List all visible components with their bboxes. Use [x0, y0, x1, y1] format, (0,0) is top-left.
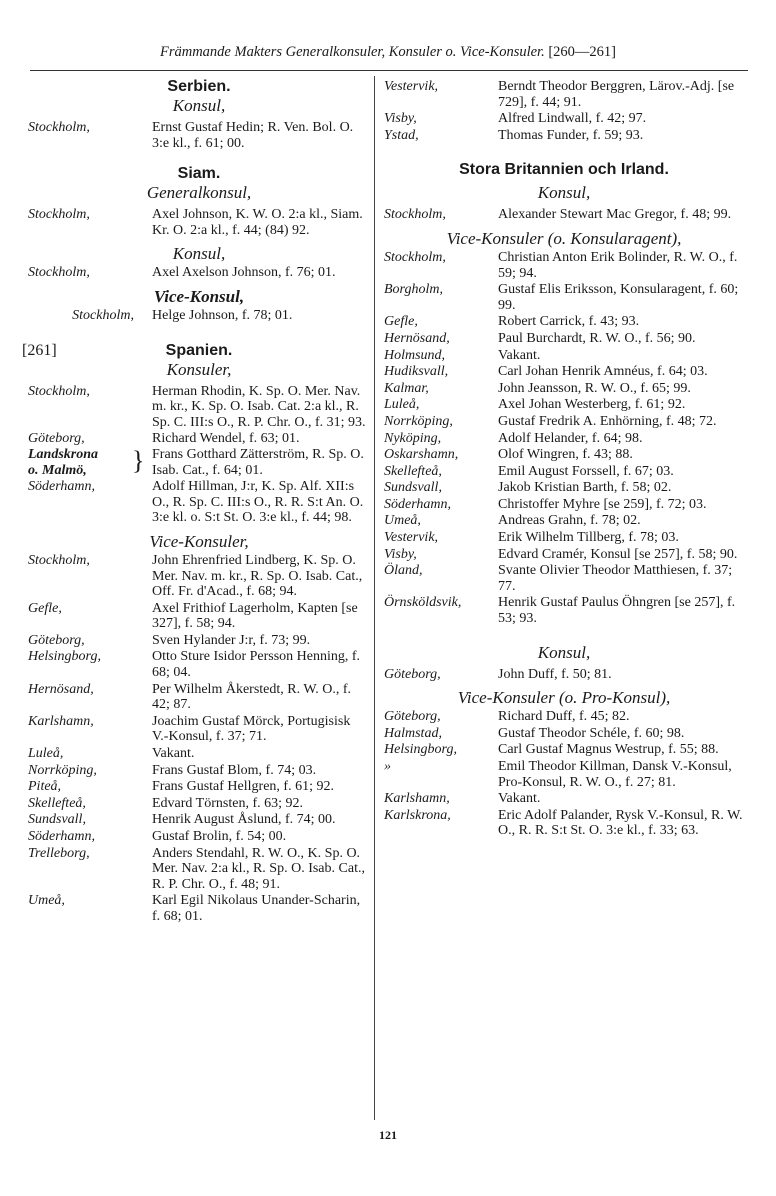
- left-column: [22, 78, 370, 925]
- entry: [28, 384, 370, 431]
- entry-text: Axel Frithiof Lagerholm, Kapten [se 327], f. 58; 94.: [152, 600, 358, 632]
- entry: [384, 331, 744, 347]
- entry-text: Christoffer Myhre [se 259], f. 72; 03.: [498, 496, 707, 512]
- entry-text: Edvard Cramér, Konsul [se 257], f. 58; 90.: [498, 546, 738, 562]
- entry-cities: [28, 447, 132, 478]
- entry: [28, 893, 370, 924]
- entry-city: Borgholm,: [384, 282, 443, 298]
- entry-text: Adolf Hillman, J:r, K. Sp. Alf. XII:s O., R. Sp. C. III:s O., R. R. S:t An. O. 3:e kl. o. S:t St. O. 3:e kl., f. 44; 98.: [152, 479, 364, 526]
- entry: [384, 282, 744, 313]
- entry: [384, 791, 744, 807]
- entry: [384, 397, 744, 413]
- entry-city: Vestervik,: [384, 530, 439, 546]
- entry: [384, 207, 744, 223]
- entry-list: [384, 79, 744, 143]
- rank-heading: Konsul,: [172, 244, 226, 264]
- entry-text: Herman Rhodin, K. Sp. O. Mer. Nav. m. kr., K. Sp. O. Isab. Cat. 2:a kl., R. Sp. C. III:s O., R. P. Chr. O., f. 31; 93.: [152, 383, 366, 430]
- entry: [384, 726, 744, 742]
- entry-city: Ystad,: [384, 127, 419, 143]
- entry: [28, 746, 370, 762]
- entry-city: Karlshamn,: [384, 791, 450, 807]
- brace-glyph: }: [132, 445, 145, 475]
- section-heading-serbien: Serbien.: [167, 78, 231, 95]
- entry-city: o. Malmö,: [28, 462, 87, 478]
- entry: [384, 79, 744, 110]
- entry-city: Karlshamn,: [28, 713, 94, 729]
- entry: [384, 547, 744, 563]
- rank-heading: Vice-Konsul,: [153, 286, 245, 306]
- entry-city: Skellefteå,: [384, 463, 442, 479]
- entry: [384, 381, 744, 397]
- entry-city: Halmstad,: [384, 725, 442, 741]
- entry: [28, 714, 370, 745]
- entry-city: Stockholm,: [28, 383, 90, 399]
- entry-text: Gustaf Theodor Schéle, f. 60; 98.: [498, 725, 685, 741]
- entry: [28, 265, 370, 281]
- entry: [28, 649, 370, 680]
- entry-text: Emil August Forssell, f. 67; 03.: [498, 463, 674, 479]
- entry-city: Hernösand,: [28, 681, 94, 697]
- entry-text: John Duff, f. 50; 81.: [498, 666, 612, 682]
- entry: [28, 601, 370, 632]
- entry-text: Anders Stendahl, R. W. O., K. Sp. O. Mer. Nav. 2:a kl., R. Sp. O. Isab. Cat., R. P. Chr. O., f. 48; 91.: [152, 845, 365, 892]
- entry-city: Nyköping,: [384, 430, 442, 446]
- entry-text: Svante Olivier Theodor Matthiesen, f. 37; 77.: [498, 563, 733, 594]
- header-rule: [30, 70, 748, 71]
- entry-list: [28, 553, 370, 925]
- entry: [384, 595, 744, 626]
- entry-text: Richard Duff, f. 45; 82.: [498, 709, 630, 725]
- entry-text: Alfred Lindwall, f. 42; 97.: [498, 111, 647, 127]
- entry: [384, 497, 744, 513]
- entry-text: Vakant.: [498, 347, 541, 363]
- entry: [384, 759, 744, 790]
- entry-text: Karl Egil Nikolaus Unander-Scharin, f. 68; 01.: [152, 893, 361, 924]
- entry: [28, 553, 370, 600]
- entry: [384, 742, 744, 758]
- entry-city: Skellefteå,: [28, 795, 86, 811]
- header-page-range: [260—261]: [548, 44, 617, 60]
- entry: [384, 431, 744, 447]
- entry-city: »: [384, 759, 391, 774]
- entry-city: Helsingborg,: [384, 742, 457, 758]
- entry-city: Norrköping,: [384, 413, 453, 429]
- section-heading-spanien: Spanien.: [165, 341, 233, 359]
- entry: [384, 314, 744, 330]
- entry-city: Stockholm,: [28, 552, 90, 568]
- entry-city: Holmsund,: [384, 347, 446, 363]
- entry-list: [384, 709, 744, 839]
- entry: [384, 808, 744, 839]
- entry-city: Söderhamn,: [28, 829, 96, 844]
- entry-text: Gustaf Fredrik A. Enhörning, f. 48; 72.: [498, 413, 717, 429]
- entry: [384, 348, 744, 364]
- page-number: 121: [379, 1128, 397, 1142]
- entry: [28, 779, 370, 795]
- entry-text: Sven Hylander J:r, f. 73; 99.: [152, 632, 311, 648]
- entry-city: Öland,: [384, 563, 423, 579]
- entry-text: Berndt Theodor Berggren, Lärov.-Adj. [se 729], f. 44; 91.: [498, 79, 735, 110]
- entry: [384, 513, 744, 529]
- rank-heading: Generalkonsul,: [146, 183, 252, 203]
- entry-text: Vakant.: [152, 746, 195, 762]
- entry-city: Luleå,: [384, 397, 420, 413]
- entry-text: Adolf Helander, f. 64; 98.: [498, 430, 643, 446]
- entry-city: Norrköping,: [28, 762, 97, 778]
- entry-text: Axel Axelson Johnson, f. 76; 01.: [152, 265, 336, 281]
- header-title: Främmande Makters Generalkonsuler, Konsuler o. Vice-Konsuler.: [159, 44, 545, 60]
- entry: [28, 308, 370, 324]
- entry-city: Göteborg,: [384, 666, 441, 682]
- rank-heading: Vice-Konsuler (o. Konsularagent),: [446, 228, 682, 248]
- entry: [28, 120, 370, 151]
- rank-heading: Konsul,: [537, 642, 591, 662]
- entry-city: Vestervik,: [384, 79, 439, 94]
- entry-city: Umeå,: [384, 513, 421, 529]
- entry: [384, 414, 744, 430]
- section-heading-siam: Siam.: [177, 165, 221, 183]
- entry-city: Karlskrona,: [384, 807, 451, 823]
- entry: [384, 447, 744, 463]
- entry-city: Söderhamn,: [28, 479, 96, 495]
- entry-city: Söderhamn,: [384, 496, 452, 512]
- entry-text: Carl Gustaf Magnus Westrup, f. 55; 88.: [498, 742, 719, 758]
- entry: [28, 763, 370, 779]
- entry: [28, 796, 370, 812]
- entry-text: Christian Anton Erik Bolinder, R. W. O., f. 59; 94.: [498, 249, 738, 281]
- entry-text: Eric Adolf Palander, Rysk V.-Konsul, R. W. O., R. R. S:t St. O. 3:e kl., f. 33; 63.: [498, 807, 743, 839]
- entry-text: Emil Theodor Killman, Dansk V.-Konsul, Pro-Konsul, R. W. O., f. 27; 81.: [498, 759, 732, 790]
- entry-text: Erik Wilhelm Tillberg, f. 78; 03.: [498, 530, 679, 546]
- right-column: [384, 78, 744, 839]
- entry: [28, 633, 370, 649]
- entry-city: Örnsköldsvik,: [384, 595, 462, 611]
- entry: [28, 682, 370, 713]
- entry-text: Joachim Gustaf Mörck, Portugisisk V.-Konsul, f. 37; 71.: [152, 713, 351, 745]
- entry: [28, 829, 370, 845]
- entry-text: Robert Carrick, f. 43; 93.: [498, 314, 640, 330]
- rank-heading: Vice-Konsuler,: [149, 531, 249, 551]
- entry-text: Andreas Grahn, f. 78; 02.: [498, 513, 641, 529]
- column-divider: [374, 76, 375, 1120]
- entry-text: Frans Gotthard Zätterström, R. Sp. O. Isab. Cat., f. 64; 01.: [152, 446, 364, 478]
- entry-text: Edvard Törnsten, f. 63; 92.: [152, 795, 303, 811]
- entry-text: Vakant.: [498, 791, 541, 807]
- entry-text: John Jeansson, R. W. O., f. 65; 99.: [498, 380, 691, 396]
- entry: [384, 128, 744, 144]
- entry-text: Axel Johan Westerberg, f. 61; 92.: [498, 397, 686, 413]
- entry-text: Thomas Funder, f. 59; 93.: [498, 127, 644, 143]
- entry-city: Stockholm,: [384, 249, 446, 265]
- entry-text: Richard Wendel, f. 63; 01.: [152, 431, 300, 447]
- entry-city: Kalmar,: [384, 380, 429, 396]
- entry-city: Sundsvall,: [28, 812, 86, 828]
- entry-text: Per Wilhelm Åkerstedt, R. W. O., f. 42; 87.: [152, 681, 352, 713]
- entry: [384, 464, 744, 480]
- entry: [28, 431, 370, 447]
- entry-city: Visby,: [384, 546, 417, 562]
- entry-text: Carl Johan Henrik Amnéus, f. 64; 03.: [498, 364, 708, 380]
- entry: [384, 480, 744, 496]
- entry-city: Stockholm,: [384, 207, 446, 223]
- entry-city: Göteborg,: [384, 709, 441, 725]
- entry-city: Landskrona: [28, 446, 99, 462]
- entry: [384, 667, 744, 683]
- entry-city: Göteborg,: [28, 632, 85, 648]
- entry: [28, 207, 370, 238]
- section-marker: [261]: [22, 341, 57, 359]
- entry-text: Ernst Gustaf Hedin; R. Ven. Bol. O. 3:e kl., f. 61; 00.: [152, 120, 354, 151]
- entry: [28, 479, 370, 526]
- entry-city: Stockholm,: [28, 120, 90, 135]
- entry-text: Frans Gustaf Blom, f. 74; 03.: [152, 762, 317, 778]
- entry-city: Umeå,: [28, 893, 65, 909]
- entry: [384, 364, 744, 380]
- entry-city: Visby,: [384, 111, 417, 127]
- entry-text: Frans Gustaf Hellgren, f. 61; 92.: [152, 779, 334, 795]
- entry: [28, 812, 370, 828]
- rank-heading: Konsuler,: [166, 359, 232, 379]
- entry-city: Luleå,: [28, 746, 64, 762]
- entry-city: Hernösand,: [384, 330, 450, 346]
- entry: [28, 846, 370, 893]
- entry: [384, 250, 744, 281]
- entry-city: Hudiksvall,: [384, 364, 449, 380]
- entry-city: Göteborg,: [28, 431, 85, 447]
- entry-group: [28, 447, 370, 478]
- entry-text: Alexander Stewart Mac Gregor, f. 48; 99.: [498, 207, 732, 223]
- entry: [384, 530, 744, 546]
- entry-list: [384, 250, 744, 627]
- entry-text: Henrik August Åslund, f. 74; 00.: [152, 812, 336, 828]
- entry-city: Gefle,: [28, 600, 62, 616]
- entry-text: John Ehrenfried Lindberg, K. Sp. O. Mer. Nav. m. kr., R. Sp. O. Isab. Cat., Off. Fr. d'Acad., f. 68; 94.: [152, 552, 363, 600]
- entry-text: Gustaf Brolin, f. 54; 00.: [152, 829, 287, 844]
- entry-city: Sundsvall,: [384, 480, 442, 496]
- entry-text: Olof Wingren, f. 43; 88.: [498, 447, 633, 463]
- section-spanien: [22, 341, 370, 360]
- entry-city: Oskarshamn,: [384, 447, 459, 463]
- section-heading-britannien: Stora Britannien och Irland.: [459, 161, 669, 179]
- entry-text: Jakob Kristian Barth, f. 58; 02.: [498, 480, 672, 496]
- entry-city: Stockholm,: [72, 307, 134, 323]
- entry-city: Stockholm,: [28, 207, 90, 223]
- running-header: [0, 44, 776, 61]
- entry-text: Otto Sture Isidor Persson Henning, f. 68; 04.: [152, 649, 361, 681]
- entry-city: Stockholm,: [28, 265, 90, 281]
- rank-heading: Vice-Konsuler (o. Pro-Konsul),: [457, 688, 671, 708]
- entry-text: Helge Johnson, f. 78; 01.: [152, 307, 293, 323]
- entry-city: Gefle,: [384, 314, 418, 330]
- entry-city: Helsingborg,: [28, 649, 101, 665]
- entry: [384, 563, 744, 594]
- entry-text: Axel Johnson, K. W. O. 2:a kl., Siam. Kr. O. 2:a kl., f. 44; (84) 92.: [152, 207, 363, 238]
- entry-city: Piteå,: [28, 779, 62, 795]
- entry-text: Henrik Gustaf Paulus Öhngren [se 257], f. 53; 93.: [498, 595, 736, 627]
- rank-heading: Konsul,: [172, 96, 226, 115]
- entry-city: Trelleborg,: [28, 845, 90, 861]
- entry: [384, 709, 744, 725]
- entry-text: Gustaf Elis Eriksson, Konsularagent, f. 60; 99.: [498, 282, 739, 313]
- rank-heading: Konsul,: [537, 183, 591, 203]
- entry: [384, 111, 744, 127]
- entry-text: Paul Burchardt, R. W. O., f. 56; 90.: [498, 330, 696, 346]
